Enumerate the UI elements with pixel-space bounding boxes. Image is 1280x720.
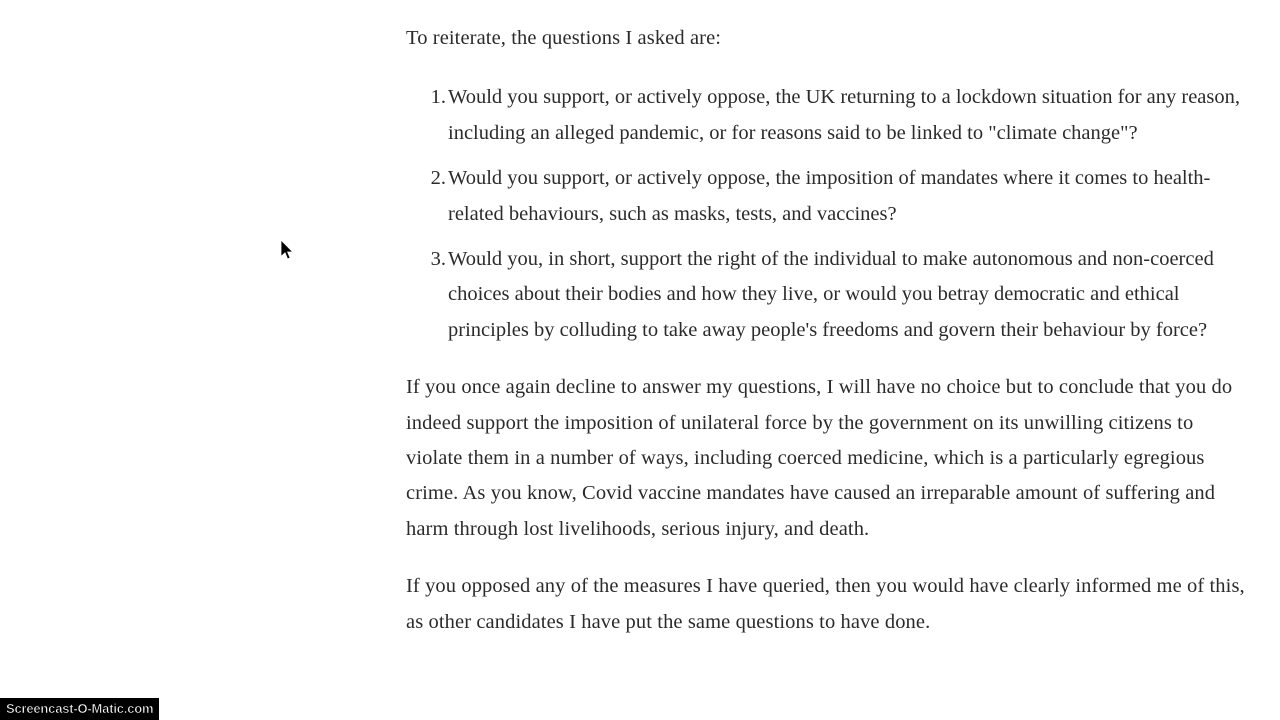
- intro-paragraph: To reiterate, the questions I asked are:: [406, 27, 722, 49]
- list-item: [406, 242, 1248, 348]
- watermark-label: Screencast-O-Matic.com: [6, 701, 154, 716]
- document-text-column: [406, 0, 1248, 640]
- mouse-cursor-icon: [281, 240, 295, 261]
- list-item: [406, 80, 1248, 151]
- questions-list: [406, 80, 1248, 348]
- list-item-marker: 2.: [430, 167, 446, 190]
- list-item-marker: 3.: [430, 248, 446, 271]
- body-paragraph: If you once again decline to answer my questions, I will have no choice but to conclude that you do indeed support the imposition of unilateral force by the government on its unwilling citizens to violate them in a number of ways, including coerced medicine, which is a particularly egregious crime. As you know, Covid vaccine mandates have caused an irreparable amount of suffering and harm through lost livelihoods, serious injury, and death.: [406, 376, 1233, 540]
- list-item-marker: 1.: [430, 86, 446, 109]
- list-item: [406, 161, 1248, 232]
- closing-paragraph: If you opposed any of the measures I have queried, then you would have clearly informed me of this, as other candidates I have put the same questions to have done.: [406, 575, 1245, 633]
- list-item-text: Would you support, or actively oppose, the UK returning to a lockdown situation for any reason, including an alleged pandemic, or for reasons said to be linked to "climate change"?: [448, 86, 1240, 144]
- list-item-text: Would you, in short, support the right of the individual to make autonomous and non-coerced choices about their bodies and how they live, or would you betray democratic and ethical principles by colluding to take away people's freedoms and govern their behaviour by force?: [448, 248, 1214, 341]
- list-item-text: Would you support, or actively oppose, the imposition of mandates where it comes to health-related behaviours, such as masks, tests, and vaccines?: [448, 167, 1211, 225]
- screencast-watermark: [0, 698, 159, 720]
